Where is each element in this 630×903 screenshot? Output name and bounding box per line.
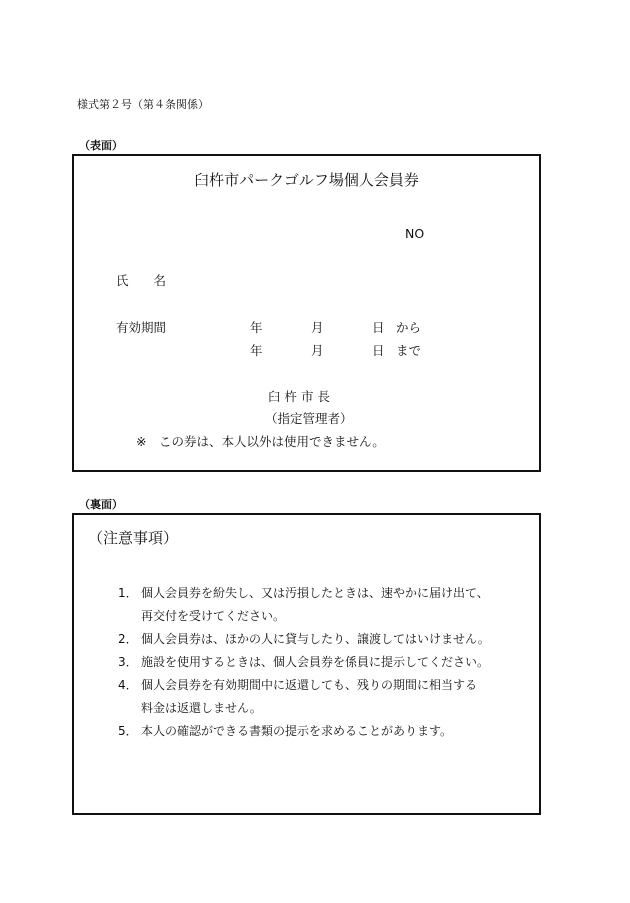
note-number: 5． bbox=[118, 724, 138, 738]
note-text: 個人会員券は、ほかの人に貸与したり、譲渡してはいけません。 bbox=[141, 632, 490, 646]
from-suffix: から bbox=[396, 320, 422, 335]
usage-notice: ※ この券は、本人以外は使用できません。 bbox=[136, 434, 385, 449]
to-month: 月 bbox=[311, 343, 324, 358]
note-number: 3． bbox=[118, 655, 138, 669]
note-text: 料金は返還しません。 bbox=[141, 701, 262, 715]
validity-label: 有効期間 bbox=[116, 320, 167, 335]
issuer: 臼 杵 市 長 bbox=[268, 389, 330, 404]
no-label: NO bbox=[405, 226, 425, 241]
back-side-label: （裏面） bbox=[79, 498, 123, 511]
note-text: 個人会員券を有効期間中に返還しても、残りの期間に相当する bbox=[141, 678, 478, 692]
note-text: 再交付を受けてください。 bbox=[141, 609, 286, 623]
name-label: 氏 名 bbox=[116, 273, 167, 288]
to-year: 年 bbox=[250, 343, 263, 358]
from-day: 日 bbox=[372, 320, 385, 335]
note-number: 4． bbox=[118, 678, 138, 692]
note-number: 1． bbox=[118, 586, 138, 600]
note-text: 個人会員券を紛失し、又は汚損したときは、速やかに届け出て、 bbox=[141, 586, 489, 600]
card-back bbox=[72, 513, 541, 815]
form-number: 様式第２号（第４条関係） bbox=[77, 98, 209, 111]
notes-title: （注意事項） bbox=[88, 529, 179, 547]
note-text: 施設を使用するときは、個人会員券を係員に提示してください。 bbox=[141, 655, 490, 669]
card-front bbox=[72, 154, 541, 472]
designated-manager: （指定管理者） bbox=[265, 411, 353, 426]
note-text: 本人の確認ができる書類の提示を求めることがあります。 bbox=[141, 724, 453, 738]
from-month: 月 bbox=[311, 320, 324, 335]
note-number: 2． bbox=[118, 632, 138, 646]
from-year: 年 bbox=[250, 320, 263, 335]
to-suffix: まで bbox=[396, 343, 422, 358]
to-day: 日 bbox=[372, 343, 385, 358]
front-side-label: （表面） bbox=[79, 139, 123, 152]
card-title: 臼杵市パークゴルフ場個人会員券 bbox=[194, 171, 419, 189]
